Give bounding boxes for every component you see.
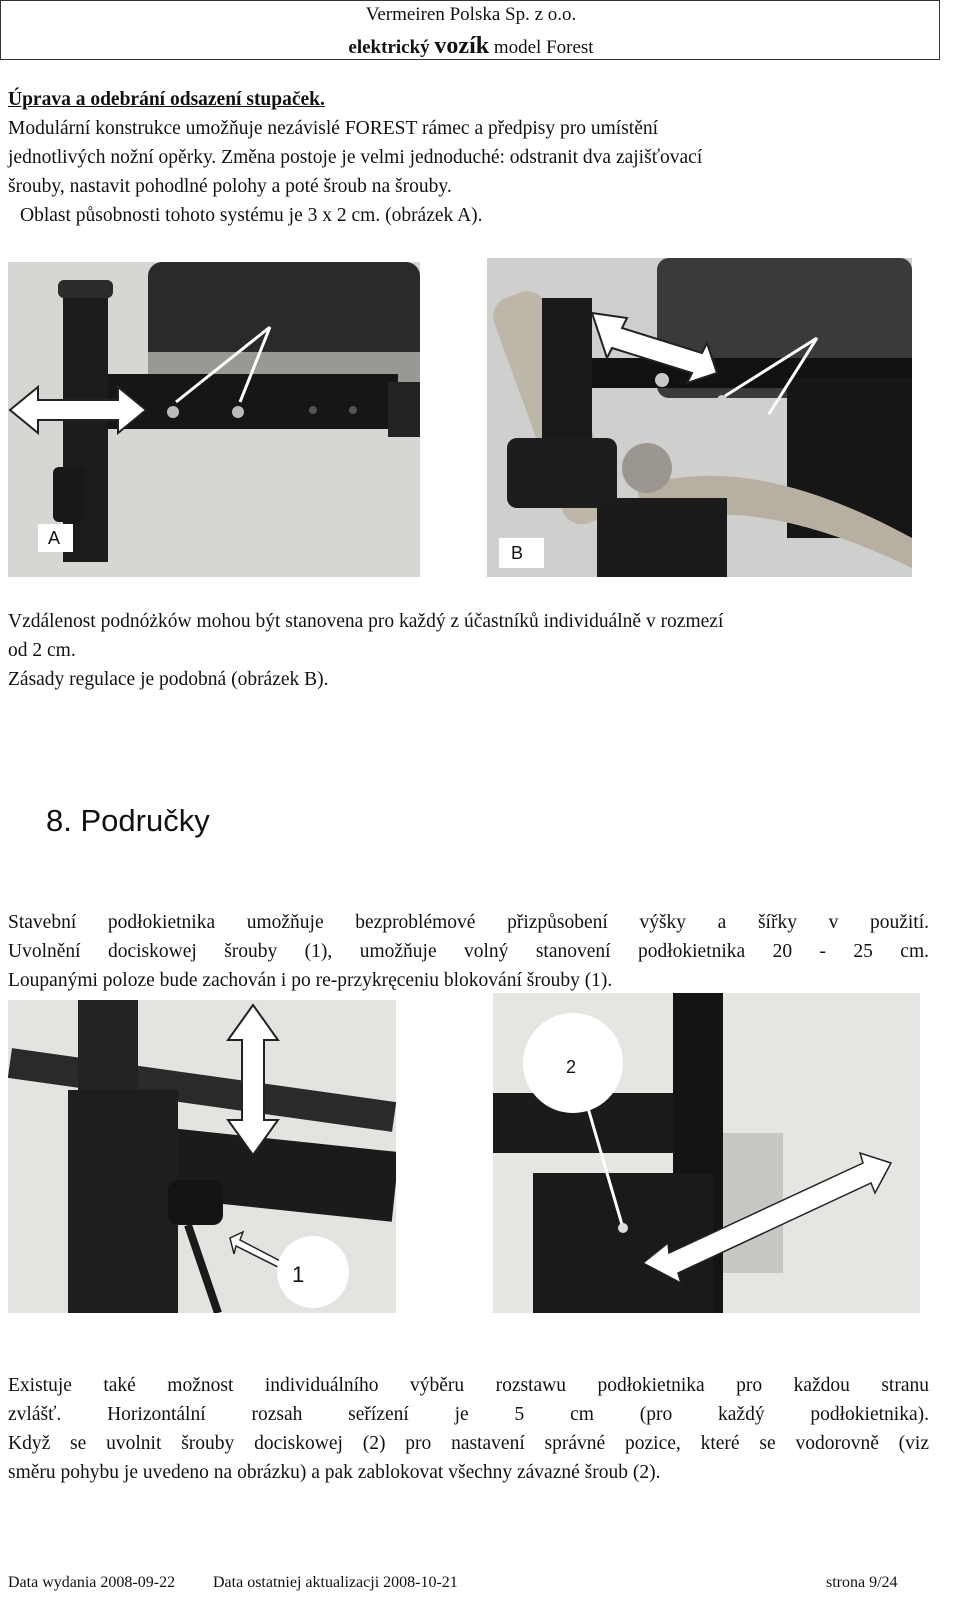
footer-page-number: strona 9/24 <box>826 1574 898 1591</box>
section-heading-armrests: 8. Područky <box>46 803 210 838</box>
paragraph-line: Oblast působnosti tohoto systému je 3 x 2 cm. (obrázek A). <box>20 205 483 226</box>
paragraph-line: Modulární konstrukce umožňuje nezávislé FOREST rámec a předpisy pro umístění <box>8 118 659 139</box>
photo-label-1: 1 <box>292 1262 305 1287</box>
photo-label-2: 2 <box>566 1057 577 1077</box>
paragraph-line: Uvolnění dociskowej šrouby (1), umožňuje volný stanovení podłokietnika 20 - 25 cm. <box>8 941 929 962</box>
paragraph-line: Existuje také možnost individuálního výběru rozstawu podłokietnika pro každou stranu <box>8 1375 929 1396</box>
paragraph-line: jednotlivých nožní opěrky. Změna postoje je velmi jednoduché: odstranit dva zajišťovací <box>8 147 703 168</box>
photo-armrest-width <box>493 993 920 1313</box>
photo-label-a: A <box>48 528 61 548</box>
paragraph-line: Když se uvolnit šrouby dociskowej (2) pro nastavení správné pozice, které se vodorovně (viz <box>8 1433 929 1454</box>
paragraph-line: Vzdálenost podnóżków mohou být stanovena pro každý z účastníků individuálně v rozmezí <box>8 611 724 632</box>
paragraph-line: Zásady regulace je podobná (obrázek B). <box>8 669 329 690</box>
page-header <box>0 0 940 60</box>
product-title: elektrický vozík model Forest <box>348 33 594 59</box>
paragraph-line: od 2 cm. <box>8 640 76 661</box>
footer-update-date: Data ostatniej aktualizacji 2008-10-21 <box>213 1574 458 1591</box>
section-title-footrest: Úprava a odebrání odsazení stupaček. <box>8 89 325 110</box>
paragraph-line: zvlášť. Horizontální rozsah seřízení je 5 cm (pro každý podłokietnika). <box>8 1404 929 1425</box>
photo-armrest-height <box>8 1000 396 1313</box>
paragraph-line: šrouby, nastavit pohodlné polohy a poté šroub na šrouby. <box>8 176 452 197</box>
paragraph-line: Stavební podłokietnika umožňuje bezproblémové přizpůsobení výšky a šířky v použití. <box>8 912 929 933</box>
photo-footrest-b <box>487 258 912 577</box>
photo-label-b: B <box>511 543 524 563</box>
company-name: Vermeiren Polska Sp. z o.o. <box>365 4 577 25</box>
footer-issue-date: Data wydania 2008-09-22 <box>8 1574 176 1591</box>
photo-footrest-a <box>8 262 420 577</box>
paragraph-line: Loupanými poloze bude zachován i po re-przykręceniu blokování šrouby (1). <box>8 970 613 991</box>
paragraph-line: směru pohybu je uvedeno na obrázku) a pak zablokovat všechny závazné šroub (2). <box>8 1462 661 1483</box>
